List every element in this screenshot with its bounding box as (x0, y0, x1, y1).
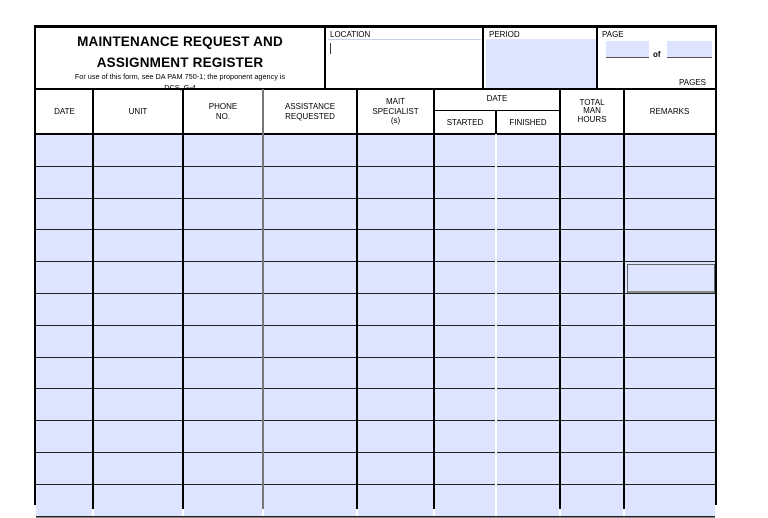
remarks-cell[interactable] (625, 230, 715, 262)
remarks-cell[interactable] (625, 326, 715, 358)
started-cell[interactable] (435, 167, 495, 199)
column-header-remarks (624, 89, 715, 134)
assistance-cell[interactable] (264, 326, 356, 358)
hours-cell[interactable] (561, 167, 623, 199)
mait-cell[interactable] (358, 199, 433, 231)
unit-cell[interactable] (94, 389, 182, 421)
column-header-unit (93, 89, 183, 134)
assistance-cell[interactable] (264, 485, 356, 517)
column-header-date (36, 89, 93, 134)
text-cursor (330, 43, 331, 54)
period-input[interactable] (486, 39, 596, 89)
unit-cell[interactable] (94, 135, 182, 167)
hours-cell[interactable] (561, 262, 623, 294)
unit-cell[interactable] (94, 326, 182, 358)
finished-cell[interactable] (497, 326, 559, 358)
divider (482, 28, 484, 89)
phone-cell[interactable] (184, 485, 262, 517)
started-cell[interactable] (435, 326, 495, 358)
remarks-cell[interactable] (625, 135, 715, 167)
location-input[interactable] (328, 39, 481, 89)
column-header-date-group (434, 89, 560, 109)
remarks-cell[interactable] (625, 485, 715, 517)
hours-cell[interactable] (561, 326, 623, 358)
finished-cell[interactable] (497, 453, 559, 485)
remarks-cell[interactable] (625, 167, 715, 199)
column-divider (495, 111, 497, 134)
remarks-cell[interactable] (625, 358, 715, 390)
hours-cell[interactable] (561, 358, 623, 390)
page-label: PAGE (602, 30, 624, 39)
phone-cell[interactable] (184, 389, 262, 421)
unit-cell[interactable] (94, 453, 182, 485)
remarks-cell[interactable] (625, 199, 715, 231)
assistance-cell[interactable] (264, 421, 356, 453)
hours-cell[interactable] (561, 294, 623, 326)
column-header-mait-line3: (s) (390, 116, 401, 126)
finished-cell[interactable] (497, 485, 559, 517)
started-cell[interactable] (435, 262, 495, 294)
date-cell[interactable] (36, 326, 92, 358)
finished-cell[interactable] (497, 230, 559, 262)
unit-cell[interactable] (94, 230, 182, 262)
column-header-unit-label: UNIT (128, 106, 148, 116)
column-divider (495, 111, 497, 509)
hours-cell[interactable] (561, 199, 623, 231)
total-pages-input[interactable] (667, 41, 712, 58)
date-cell[interactable] (36, 485, 92, 517)
column-header-hours (560, 89, 624, 134)
column-header-mait-line2: SPECIALIST (372, 106, 419, 116)
started-cell[interactable] (435, 135, 495, 167)
table-row (36, 262, 715, 294)
date-cell[interactable] (36, 230, 92, 262)
date-cell[interactable] (36, 135, 92, 167)
column-divider (559, 89, 561, 509)
hours-cell[interactable] (561, 453, 623, 485)
assistance-cell[interactable] (264, 358, 356, 390)
started-cell[interactable] (435, 294, 495, 326)
finished-cell[interactable] (497, 262, 559, 294)
started-cell[interactable] (435, 358, 495, 390)
assistance-cell[interactable] (264, 453, 356, 485)
column-header-assistance-line1: ASSISTANCE (284, 102, 336, 111)
assistance-cell[interactable] (264, 230, 356, 262)
table-row (36, 485, 715, 517)
column-header-assistance-line2: REQUESTED (285, 111, 335, 121)
unit-cell[interactable] (94, 294, 182, 326)
column-header-remarks-label: REMARKS (649, 106, 690, 116)
column-header-finished-label: FINISHED (509, 117, 547, 127)
table-row (36, 199, 715, 231)
remarks-cell[interactable] (625, 294, 715, 326)
phone-cell[interactable] (184, 230, 262, 262)
finished-cell[interactable] (497, 421, 559, 453)
location-label: LOCATION (330, 30, 371, 39)
finished-cell[interactable] (497, 294, 559, 326)
finished-cell[interactable] (497, 199, 559, 231)
hours-cell[interactable] (561, 421, 623, 453)
phone-cell[interactable] (184, 199, 262, 231)
column-header-mait (357, 89, 434, 134)
column-divider (433, 89, 435, 509)
column-header-date-group-label: DATE (486, 94, 508, 104)
divider (324, 28, 326, 89)
column-header-phone (183, 89, 263, 134)
started-cell[interactable] (435, 485, 495, 517)
phone-cell[interactable] (184, 294, 262, 326)
column-divider (356, 89, 358, 509)
column-header-date-label: DATE (54, 106, 75, 116)
phone-cell[interactable] (184, 262, 262, 294)
mait-cell[interactable] (358, 135, 433, 167)
assistance-cell[interactable] (264, 262, 356, 294)
row-divider (36, 516, 715, 518)
table-row (36, 326, 715, 358)
started-cell[interactable] (435, 199, 495, 231)
started-cell[interactable] (435, 453, 495, 485)
table-row (36, 167, 715, 199)
table-row (36, 421, 715, 453)
assistance-cell[interactable] (264, 294, 356, 326)
phone-cell[interactable] (184, 421, 262, 453)
column-header-phone-line1: PHONE (208, 102, 238, 111)
table-row (36, 358, 715, 390)
pages-label: PAGES (679, 78, 706, 87)
finished-cell[interactable] (497, 389, 559, 421)
column-header-phone-line2: NO. (215, 111, 231, 121)
form-title-line1: MAINTENANCE REQUEST AND (77, 34, 283, 49)
assistance-cell[interactable] (264, 389, 356, 421)
mait-cell[interactable] (358, 230, 433, 262)
unit-cell[interactable] (94, 485, 182, 517)
assistance-cell[interactable] (264, 199, 356, 231)
column-header-hours-line1: TOTAL (579, 97, 605, 107)
mait-cell[interactable] (358, 262, 433, 294)
unit-cell[interactable] (94, 199, 182, 231)
date-cell[interactable] (36, 294, 92, 326)
hours-cell[interactable] (561, 389, 623, 421)
started-cell[interactable] (435, 230, 495, 262)
hours-cell[interactable] (561, 135, 623, 167)
date-cell[interactable] (36, 453, 92, 485)
date-cell[interactable] (36, 389, 92, 421)
phone-cell[interactable] (184, 453, 262, 485)
unit-cell[interactable] (94, 167, 182, 199)
remarks-cell[interactable] (625, 389, 715, 421)
column-header-finished (496, 111, 560, 134)
table-row (36, 230, 715, 262)
column-header-started (434, 111, 496, 134)
mait-cell[interactable] (358, 167, 433, 199)
divider (596, 28, 598, 89)
mait-cell[interactable] (358, 326, 433, 358)
phone-cell[interactable] (184, 326, 262, 358)
column-header-started-label: STARTED (446, 117, 484, 127)
column-header-assistance (263, 89, 357, 134)
column-divider (182, 89, 184, 509)
focused-field-outline (627, 264, 715, 294)
hours-cell[interactable] (561, 485, 623, 517)
column-header-hours-line3: HOURS (577, 114, 607, 124)
maintenance-request-form (34, 25, 717, 505)
phone-cell[interactable] (184, 135, 262, 167)
period-label: PERIOD (489, 30, 520, 39)
column-divider (92, 89, 94, 509)
remarks-cell[interactable] (625, 262, 715, 294)
column-header-mait-line1: MAIT (385, 97, 406, 107)
form-title-line2: ASSIGNMENT REGISTER (96, 55, 264, 70)
date-cell[interactable] (36, 358, 92, 390)
mait-cell[interactable] (358, 389, 433, 421)
date-cell[interactable] (36, 167, 92, 199)
assistance-cell[interactable] (264, 135, 356, 167)
mait-cell[interactable] (358, 421, 433, 453)
date-cell[interactable] (36, 199, 92, 231)
unit-cell[interactable] (94, 421, 182, 453)
column-divider (623, 89, 625, 509)
started-cell[interactable] (435, 421, 495, 453)
phone-cell[interactable] (184, 167, 262, 199)
column-divider (262, 89, 264, 509)
page-number-input[interactable] (606, 41, 649, 58)
remarks-cell[interactable] (625, 453, 715, 485)
phone-cell[interactable] (184, 358, 262, 390)
assistance-cell[interactable] (264, 167, 356, 199)
date-cell[interactable] (36, 421, 92, 453)
started-cell[interactable] (435, 389, 495, 421)
mait-cell[interactable] (358, 485, 433, 517)
of-label: of (653, 50, 661, 59)
unit-cell[interactable] (94, 358, 182, 390)
table-row (36, 453, 715, 485)
table-row (36, 135, 715, 167)
date-cell[interactable] (36, 262, 92, 294)
column-header-hours-line2: MAN (583, 106, 601, 116)
finished-cell[interactable] (497, 358, 559, 390)
table-row (36, 294, 715, 326)
form-subtitle-line1: For use of this form, see DA PAM 750-1; the proponent agency is (74, 72, 286, 81)
remarks-cell[interactable] (625, 421, 715, 453)
unit-cell[interactable] (94, 262, 182, 294)
form-title-block (36, 28, 324, 89)
table-row (36, 389, 715, 421)
hours-cell[interactable] (561, 230, 623, 262)
mait-cell[interactable] (358, 358, 433, 390)
mait-cell[interactable] (358, 294, 433, 326)
mait-cell[interactable] (358, 453, 433, 485)
finished-cell[interactable] (497, 167, 559, 199)
finished-cell[interactable] (497, 135, 559, 167)
